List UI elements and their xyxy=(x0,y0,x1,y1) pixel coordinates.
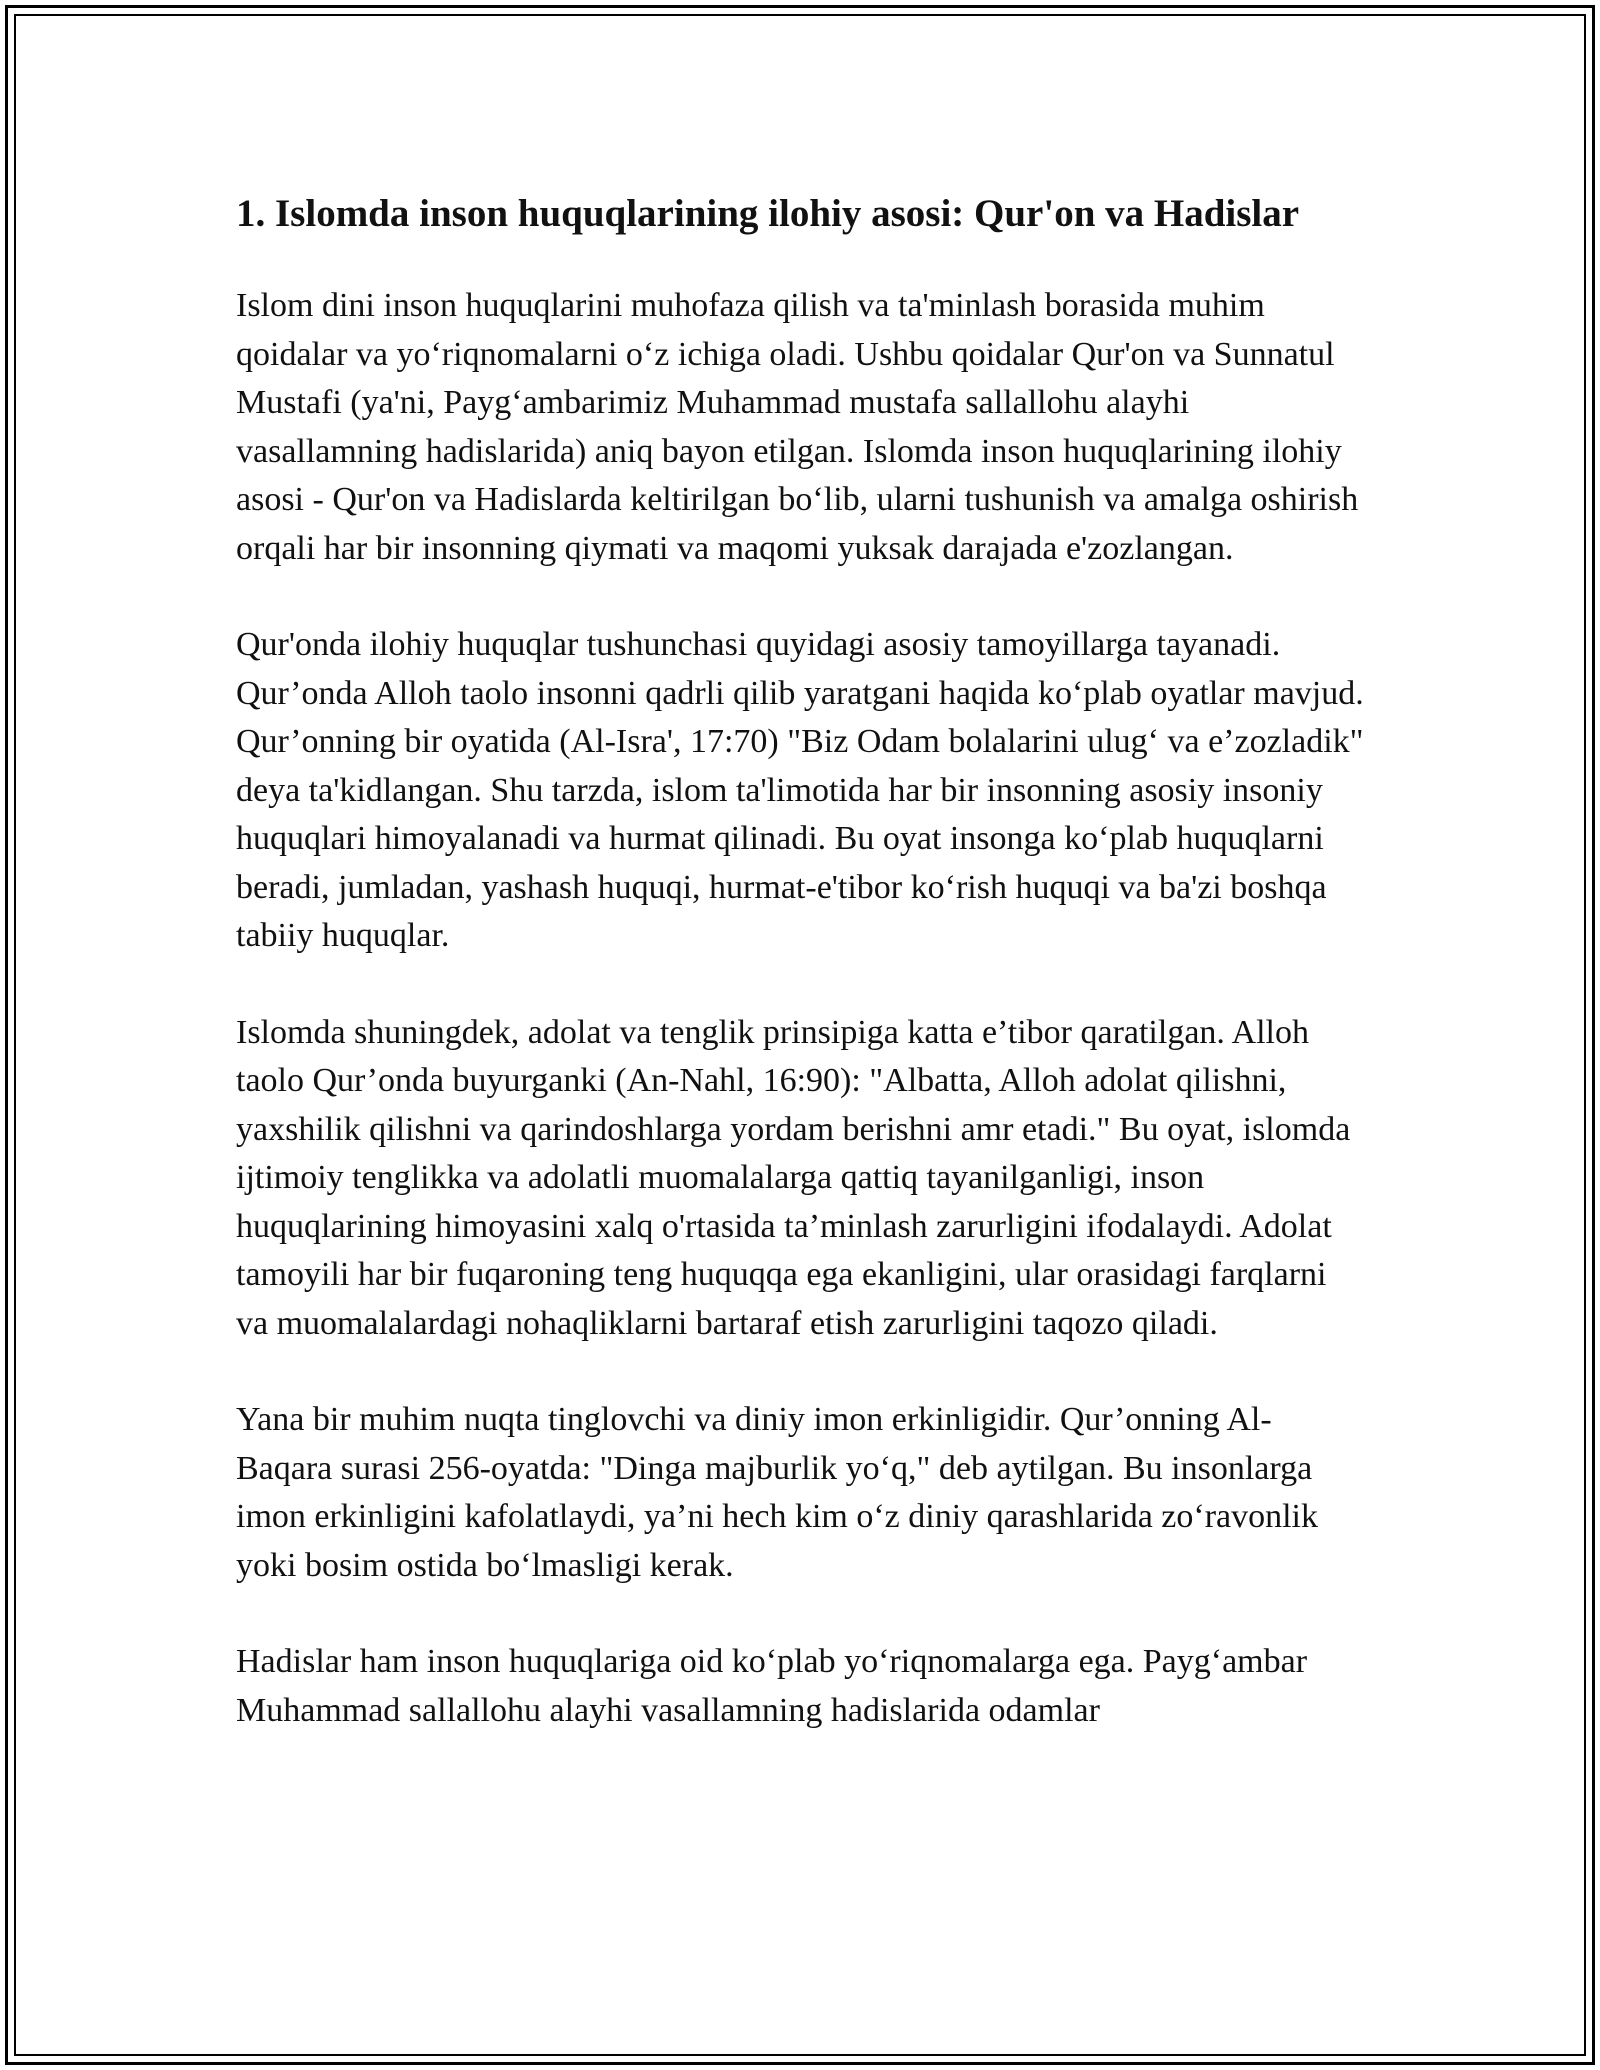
paragraph-4: Yana bir muhim nuqta tinglovchi va diniy imon erkinligidir. Qur’onning Al-Baqara surasi 256-oyatda: "Dinga majburlik yo‘q," deb aytilgan. Bu insonlarga imon erkinligini kafolatlaydi, ya’ni hech kim o‘z diniy qarashlarida zo‘ravonlik yoki bosim ostida bo‘lmasligi kerak. xyxy=(236,1401,1319,1584)
paragraph-3: Islomda shuningdek, adolat va tenglik prinsipiga katta e’tibor qaratilgan. Alloh taolo Qur’onda buyurganki (An-Nahl, 16:90): "Albatta, Alloh adolat qilishni, yaxshilik qilishni va qarindoshlarga yordam berishni amr etadi." Bu oyat, islomda ijtimoiy tenglikka va adolatli muomalalarga qattiq tayanilganligi, inson huquqlarining himoyasini xalq o'rtasida ta’minlash zarurligini ifodalaydi. Adolat tamoyili har bir fuqaroning teng huquqqa ega ekanligini, ular orasidagi farqlarni va muomalalardagi nohaqliklarni bartaraf etish zarurligini taqozo qiladi. xyxy=(236,1013,1351,1342)
paragraph-1: Islom dini inson huquqlarini muhofaza qilish va ta'minlash borasida muhim qoidalar va yo‘riqnomalarni o‘z ichiga oladi. Ushbu qoidalar Qur'on va Sunnatul Mustafi (ya'ni, Payg‘ambarimiz Muhammad mustafa sallallohu alayhi vasallamning hadislarida) aniq bayon etilgan. Islomda inson huquqlarining ilohiy asosi - Qur'on va Hadislarda keltirilgan bo‘lib, ularni tushunish va amalga oshirish orqali har bir insonning qiymati va maqomi yuksak darajada e'zozlangan. xyxy=(236,287,1359,567)
document-page xyxy=(236,186,1366,1783)
paragraph-5: Hadislar ham inson huquqlariga oid ko‘plab yo‘riqnomalarga ega. Payg‘ambar Muhammad sallallohu alayhi vasallamning hadislarida odamlar xyxy=(236,1643,1308,1729)
section-heading: 1. Islomda inson huquqlarining ilohiy asosi: Qur'on va Hadislar xyxy=(236,192,1300,235)
paragraph-2: Qur'onda ilohiy huquqlar tushunchasi quyidagi asosiy tamoyillarga tayanadi. Qur’onda Alloh taolo insonni qadrli qilib yaratgani haqida ko‘plab oyatlar mavjud. Qur’onning bir oyatida (Al-Isra', 17:70) "Biz Odam bolalarini ulug‘ va e’zozladik" deya ta'kidlangan. Shu tarzda, islom ta'limotida har bir insonning asosiy insoniy huquqlari himoyalanadi va hurmat qilinadi. Bu oyat insonga ko‘plab huquqlarni beradi, jumladan, yashash huquqi, hurmat-e'tibor ko‘rish huquqi va ba'zi boshqa tabiiy huquqlar. xyxy=(236,626,1364,954)
